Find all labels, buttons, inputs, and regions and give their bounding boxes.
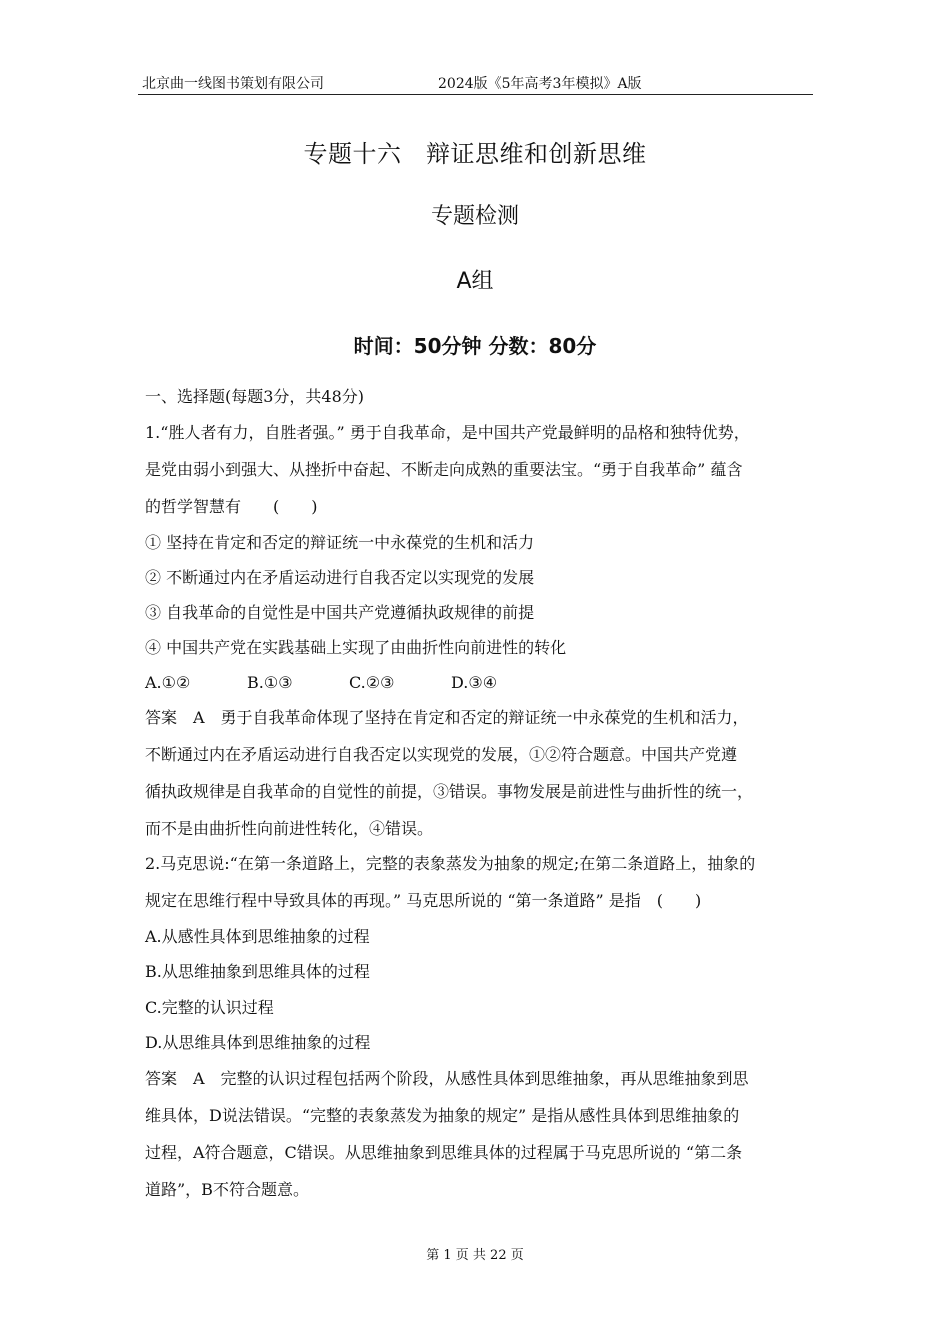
section-title: 专题检测	[430, 204, 519, 229]
q2-answer-line: 维具体，D说法错误。“完整的表象蒸发为抽象的规定” 是指从感性具体到思维抽象的	[145, 1106, 740, 1125]
q2-answer-line: 道路”，B不符合题意。	[145, 1180, 309, 1199]
header-publisher: 北京曲一线图书策划有限公司	[142, 76, 324, 92]
topic-title: 专题十六 辩证思维和创新思维	[303, 140, 647, 168]
q1-options	[145, 673, 497, 693]
q2-stem-line: 规定在思维行程中导致具体的再现。” 马克思所说的 “第一条道路” 是指 ( )	[145, 891, 702, 910]
q1-answer-line: 不断通过内在矛盾运动进行自我否定以实现党的发展，①②符合题意。中国共产党遵	[145, 745, 738, 764]
q2-option-c: C.完整的认识过程	[145, 998, 274, 1017]
q1-stem-line: 1.“胜人者有力，自胜者强。” 勇于自我革命，是中国共产党最鲜明的品格和独特优势，	[145, 423, 750, 442]
q1-answer-line: 而不是由曲折性向前进性转化，④错误。	[145, 819, 434, 838]
q2-answer-line: 答案 A 完整的认识过程包括两个阶段，从感性具体到思维抽象，再从思维抽象到思	[145, 1069, 749, 1088]
part-heading: 一、选择题(每题3分，共48分)	[145, 387, 365, 406]
q2-answer-line: 过程，A符合题意，C错误。从思维抽象到思维具体的过程属于马克思所说的 “第二条	[145, 1143, 743, 1162]
q1-option-d: D.③④	[451, 673, 498, 692]
q1-option-c: C.②③	[349, 673, 395, 692]
q1-item: ③ 自我革命的自觉性是中国共产党遵循执政规律的前提	[145, 603, 535, 622]
group-title: A组	[456, 269, 494, 294]
q1-item: ① 坚持在肯定和否定的辩证统一中永葆党的生机和活力	[145, 533, 535, 552]
q1-item: ④ 中国共产党在实践基础上实现了由曲折性向前进性的转化	[145, 638, 567, 657]
q1-stem-line: 的哲学智慧有 ( )	[145, 497, 318, 516]
q1-stem-line: 是党由弱小到强大、从挫折中奋起、不断走向成熟的重要法宝。“勇于自我革命” 蕴含	[145, 460, 743, 479]
q1-answer-line: 答案 A 勇于自我革命体现了坚持在肯定和否定的辩证统一中永葆党的生机和活力，	[145, 708, 749, 727]
q1-item: ② 不断通过内在矛盾运动进行自我否定以实现党的发展	[145, 568, 535, 587]
q2-option-a: A.从感性具体到思维抽象的过程	[145, 927, 370, 946]
q1-answer-line: 循执政规律是自我革命的自觉性的前提，③错误。事物发展是前进性与曲折性的统一，	[145, 782, 754, 801]
q2-option-b: B.从思维抽象到思维具体的过程	[145, 962, 370, 981]
q2-option-d: D.从思维具体到思维抽象的过程	[145, 1033, 371, 1052]
header-divider	[138, 94, 813, 95]
q1-option-b: B.①③	[247, 673, 293, 692]
q1-option-a: A.①②	[145, 673, 191, 692]
q2-stem-line: 2.马克思说:“在第一条道路上，完整的表象蒸发为抽象的规定;在第二条道路上，抽象的	[145, 854, 756, 873]
header-book-title: 2024版《5年高考3年模拟》A版	[438, 76, 642, 92]
time-score-line: 时间：50分钟 分数：80分	[353, 334, 597, 358]
page-footer: 第 1 页 共 22 页	[426, 1248, 524, 1263]
